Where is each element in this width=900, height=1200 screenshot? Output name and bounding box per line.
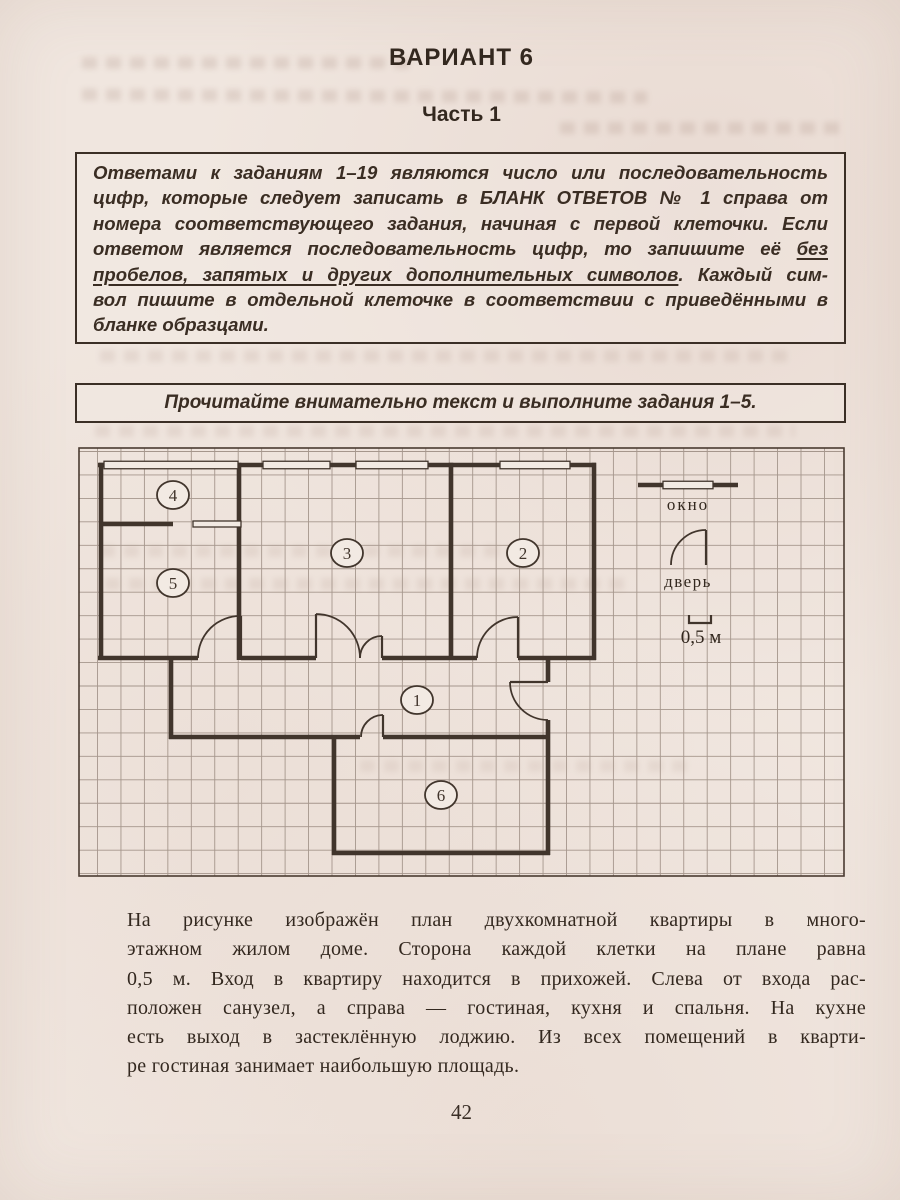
read-banner: Прочитайте внимательно текст и выполните задания 1–5. (75, 383, 846, 423)
description-line: этажном жилом доме. Сторона каждой клетки на плане равна (127, 938, 866, 961)
door-arc (316, 614, 360, 658)
room-number: 6 (436, 786, 446, 805)
plan-description (127, 906, 866, 1082)
instructions-line: цифр, которые следует записать в БЛАНК ОТВЕТОВ № 1 справа от (93, 187, 828, 209)
part-title: Часть 1 (422, 103, 501, 126)
window-symbol (104, 461, 238, 469)
window-symbol (263, 461, 330, 469)
door-arc (510, 682, 548, 720)
floor-plan-figure (78, 447, 845, 877)
door-arc (361, 715, 383, 737)
instructions-box (75, 152, 846, 344)
instructions-line: Ответами к заданиям 1–19 являются число или последовательность (93, 162, 828, 183)
instructions-line: пробелов, запятых и других дополнительных символов. Каждый сим- (93, 263, 828, 285)
bleed-through-smudge (95, 425, 795, 437)
instructions-line: ответом является последовательность цифр, то запишите её без (93, 238, 828, 260)
legend-scale-label: 0,5 м (680, 627, 722, 648)
legend-door-arc (671, 530, 706, 565)
door-arc (198, 616, 241, 658)
window-symbol (356, 461, 428, 469)
floor-plan (78, 447, 845, 877)
description-line: положен санузел, а справа — гостиная, кухня и спальня. На кухне (127, 996, 866, 1019)
description-line: На рисунке изображён план двухкомнатной квартиры в много- (127, 909, 866, 931)
description-line: есть выход в застеклённую лоджию. Из всех помещений в кварти- (127, 1026, 866, 1049)
room-number: 5 (168, 574, 178, 593)
plan-frame (79, 448, 844, 876)
window-symbol (500, 461, 570, 469)
legend-window-glass (663, 481, 713, 489)
description-line: 0,5 м. Вход в квартиру находится в прихожей. Слева от входа рас- (127, 967, 866, 990)
room-number: 1 (412, 691, 422, 710)
partition-symbol (193, 521, 241, 527)
variant-title: ВАРИАНТ 6 (388, 44, 535, 71)
page-number: 42 (451, 1100, 472, 1124)
legend-door-label: дверь (664, 572, 712, 591)
legend-scale-symbol (689, 615, 711, 623)
description-line: ре гостиная занимает наибольшую площадь. (127, 1055, 520, 1078)
room-number: 4 (168, 486, 178, 505)
door-arc (477, 617, 518, 658)
room-number: 2 (518, 544, 528, 563)
bleed-through-smudge (100, 350, 790, 362)
instructions-line: вол пишите в отдельной клеточке в соответствии с приведёнными в (93, 289, 828, 311)
bleed-through-smudge (82, 89, 647, 104)
instructions-line: бланке образцами. (93, 314, 269, 336)
instructions-line: номера соответствующего задания, начиная с первой клеточки. Если (93, 212, 828, 234)
room-number: 3 (342, 544, 352, 563)
legend-window-label: окно (666, 495, 710, 514)
